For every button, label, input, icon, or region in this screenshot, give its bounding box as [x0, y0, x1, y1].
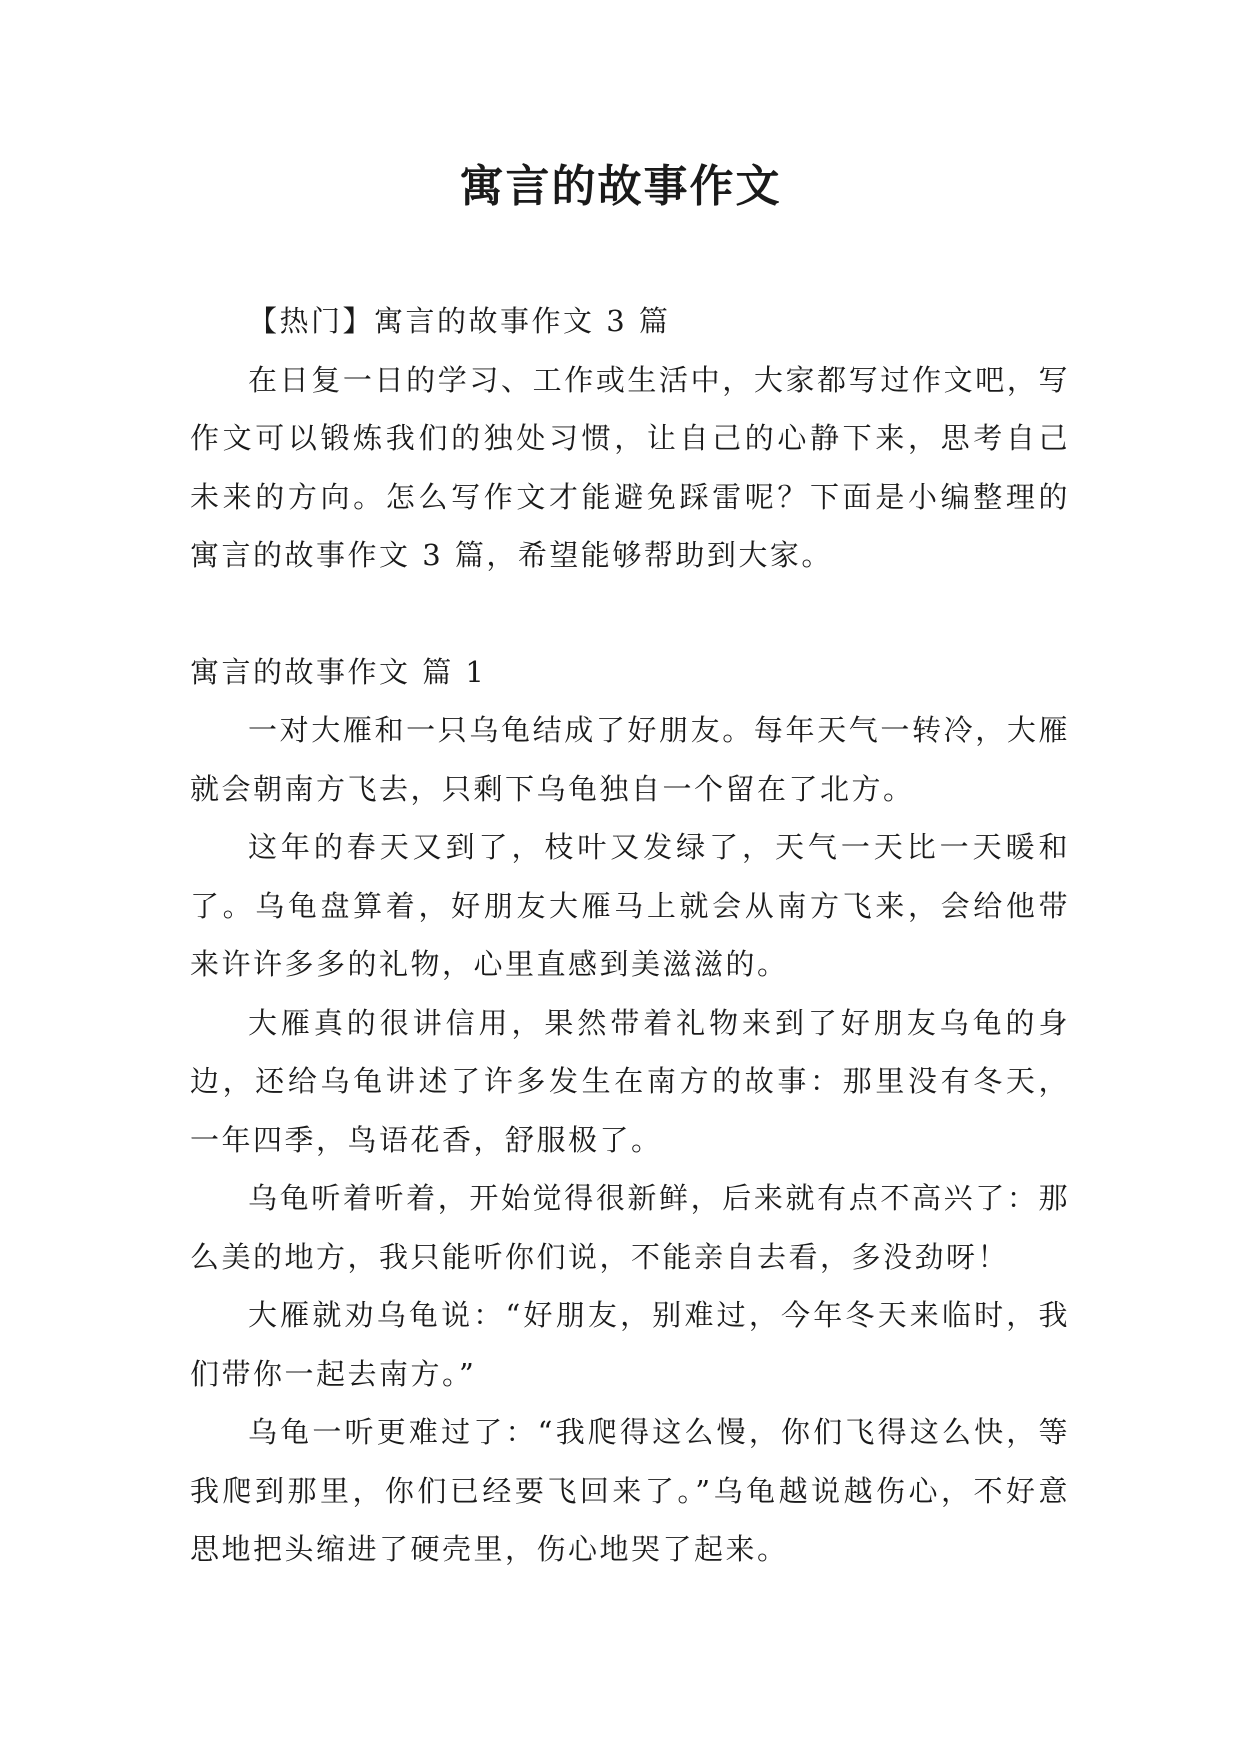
story-paragraph-1: 一对大雁和一只乌龟结成了好朋友。每年天气一转冷，大雁就会朝南方飞去，只剩下乌龟独自一个留在了北方。: [190, 713, 1070, 806]
story-paragraph-5: 大雁就劝乌龟说：“好朋友，别难过，今年冬天来临时，我们带你一起去南方。”: [190, 1298, 1070, 1391]
document-body: [190, 292, 1070, 1579]
story-paragraph-6: 乌龟一听更难过了：“我爬得这么慢，你们飞得这么快，等我爬到那里，你们已经要飞回来了。”乌龟越说越伤心，不好意思地把头缩进了硬壳里，伤心地哭了起来。: [190, 1415, 1070, 1566]
section-heading: 寓言的故事作文 篇 1: [190, 654, 487, 689]
story-paragraph-4: 乌龟听着听着，开始觉得很新鲜，后来就有点不高兴了：那么美的地方，我只能听你们说，不能亲自去看，多没劲呀！: [190, 1181, 1070, 1274]
story-paragraph-2: 这年的春天又到了，枝叶又发绿了，天气一天比一天暖和了。乌龟盘算着，好朋友大雁马上就会从南方飞来，会给他带来许许多多的礼物，心里直感到美滋滋的。: [190, 830, 1070, 981]
intro-paragraph: 在日复一日的学习、工作或生活中，大家都写过作文吧，写作文可以锻炼我们的独处习惯，让自己的心静下来，思考自己未来的方向。怎么写作文才能避免踩雷呢？下面是小编整理的寓言的故事作文 3 篇，希望能够帮助到大家。: [190, 362, 1070, 572]
story-paragraph-3: 大雁真的很讲信用，果然带着礼物来到了好朋友乌龟的身边，还给乌龟讲述了许多发生在南方的故事：那里没有冬天，一年四季，鸟语花香，舒服极了。: [190, 1005, 1070, 1157]
subtitle: 【热门】寓言的故事作文 3 篇: [248, 304, 671, 338]
document-title: 寓言的故事作文: [459, 161, 782, 212]
section-spacer: [190, 585, 1070, 643]
